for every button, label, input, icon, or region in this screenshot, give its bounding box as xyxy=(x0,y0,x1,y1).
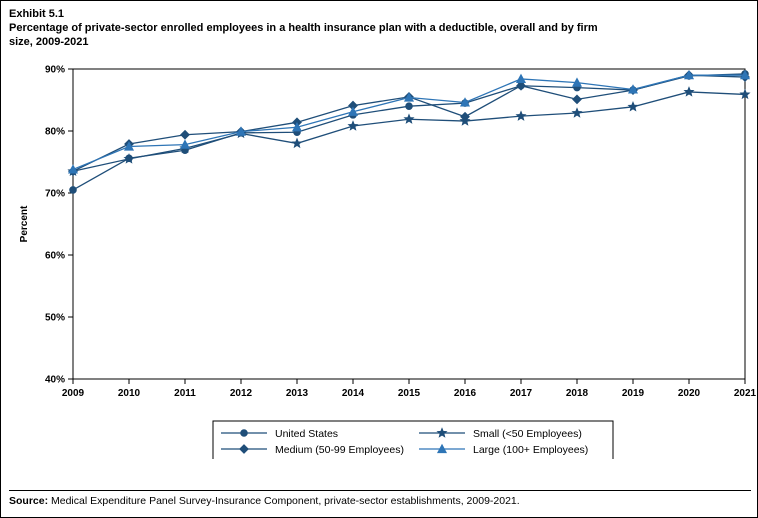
x-axis-tick-label: 2016 xyxy=(453,388,477,399)
data-point-star xyxy=(516,111,526,120)
series-4 xyxy=(69,71,749,173)
y-axis-tick-label: 70% xyxy=(44,188,65,200)
source-label: Source: xyxy=(9,495,49,507)
data-point-diamond xyxy=(181,131,189,139)
x-axis-tick-label: 2012 xyxy=(229,388,253,399)
y-axis-tick-label: 80% xyxy=(44,126,65,138)
data-point-circle xyxy=(70,187,77,194)
x-axis-tick-label: 2010 xyxy=(117,388,141,399)
x-axis-tick-label: 2017 xyxy=(509,388,533,399)
x-axis-tick-label: 2009 xyxy=(61,388,85,399)
series-line xyxy=(73,74,745,190)
x-axis-tick-label: 2013 xyxy=(285,388,309,399)
legend-label: United States xyxy=(275,428,339,440)
data-point-circle xyxy=(241,430,248,437)
data-point-star xyxy=(348,121,358,130)
data-point-star xyxy=(572,108,582,117)
legend-label: Large (100+ Employees) xyxy=(473,444,589,456)
series-line xyxy=(73,75,745,169)
data-point-star xyxy=(292,138,302,147)
exhibit-title-line-1: Percentage of private-sector enrolled employees in a health insurance plan with a deductible, overall and by firm xyxy=(9,22,598,34)
legend-label: Medium (50-99 Employees) xyxy=(275,444,404,456)
y-axis-tick-label: 90% xyxy=(44,64,65,76)
page-title xyxy=(9,7,749,49)
legend-label: Small (<50 Employees) xyxy=(473,428,582,440)
data-point-circle xyxy=(406,103,413,110)
data-point-diamond xyxy=(573,95,581,103)
line-chart xyxy=(1,59,757,459)
data-point-star xyxy=(404,114,414,123)
y-axis-tick-label: 50% xyxy=(44,312,65,324)
data-point-triangle xyxy=(69,165,77,173)
x-axis-tick-label: 2011 xyxy=(174,388,196,399)
x-axis-tick-label: 2015 xyxy=(397,388,421,399)
source-text: Medical Expenditure Panel Survey-Insurance Component, private-sector establishments, 2009-2021. xyxy=(48,495,520,507)
series-line xyxy=(73,75,745,171)
chart-svg xyxy=(1,59,757,459)
data-point-star xyxy=(628,102,638,111)
y-axis-title: Percent xyxy=(19,205,30,243)
x-axis-tick-label: 2020 xyxy=(677,388,701,399)
x-axis-tick-label: 2021 xyxy=(733,388,757,399)
x-axis-tick-label: 2014 xyxy=(341,388,365,399)
data-point-diamond xyxy=(240,445,248,453)
series-3 xyxy=(69,71,749,176)
exhibit-title-line-2: size, 2009-2021 xyxy=(9,36,89,48)
data-point-star xyxy=(684,87,694,96)
exhibit-number: Exhibit 5.1 xyxy=(9,8,65,20)
x-axis-tick-label: 2019 xyxy=(621,388,645,399)
source-divider xyxy=(9,490,751,491)
y-axis-tick-label: 60% xyxy=(44,250,65,262)
source-note xyxy=(9,494,751,508)
y-axis-tick-label: 40% xyxy=(44,374,65,386)
series-1 xyxy=(70,71,749,194)
x-axis-tick-label: 2018 xyxy=(565,388,589,399)
chart-legend xyxy=(213,421,613,459)
data-point-star xyxy=(437,428,447,437)
